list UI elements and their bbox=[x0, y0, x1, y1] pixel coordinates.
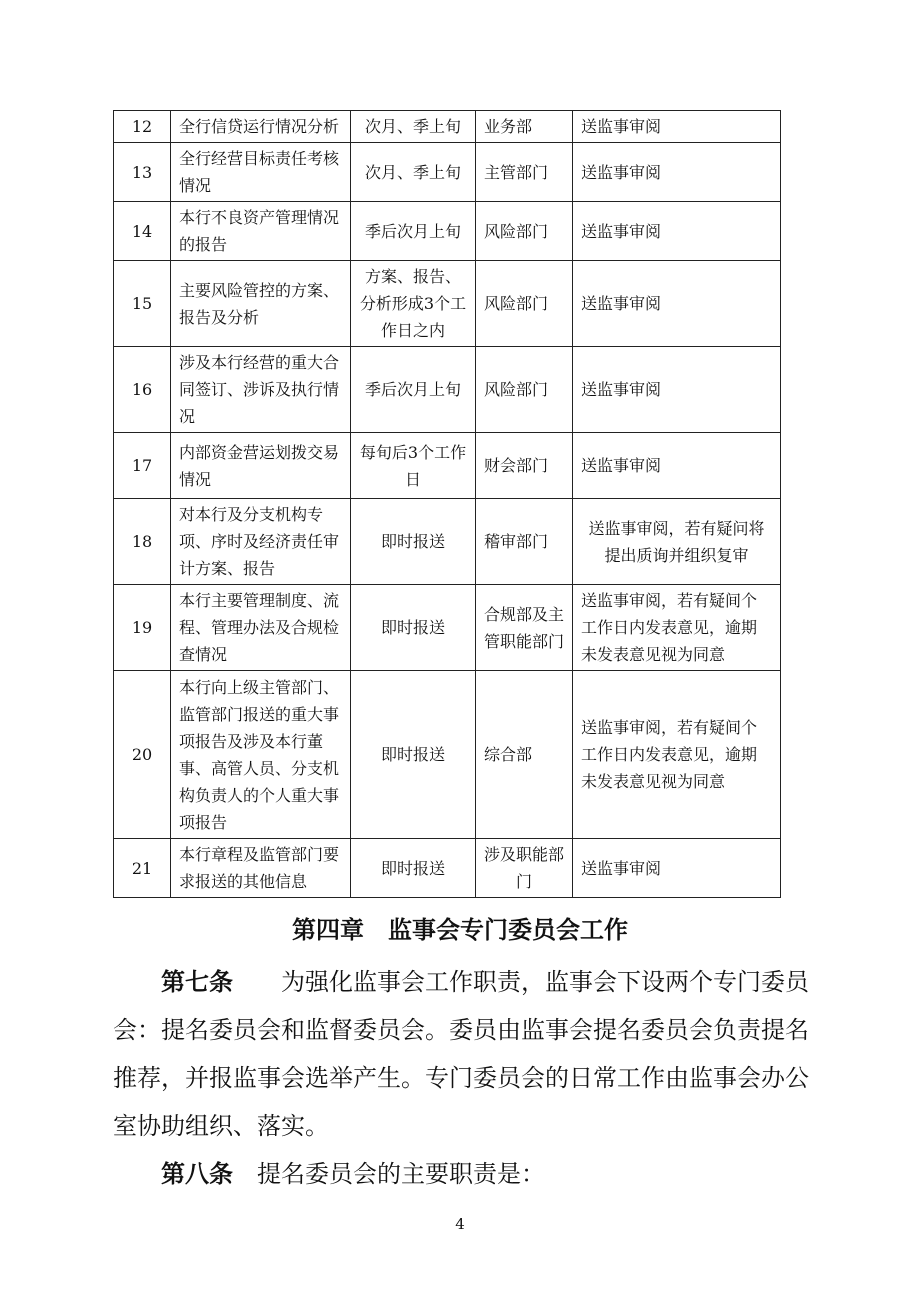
handling-action: 送监事审阅 bbox=[573, 111, 781, 143]
handling-action: 送监事审阅 bbox=[573, 839, 781, 898]
table-row bbox=[114, 111, 781, 143]
row-number: 18 bbox=[114, 499, 171, 585]
report-time: 季后次月上旬 bbox=[351, 202, 476, 261]
table-row bbox=[114, 839, 781, 898]
report-time: 即时报送 bbox=[351, 585, 476, 671]
report-item: 本行不良资产管理情况的报告 bbox=[171, 202, 351, 261]
report-time: 次月、季上旬 bbox=[351, 111, 476, 143]
report-schedule-table bbox=[113, 110, 781, 898]
table-row bbox=[114, 202, 781, 261]
handling-action: 送监事审阅，若有疑间个工作日内发表意见，逾期未发表意见视为同意 bbox=[573, 585, 781, 671]
report-time: 方案、报告、分析形成3个工作日之内 bbox=[351, 261, 476, 347]
article-7-label: 第七条 bbox=[161, 968, 233, 996]
row-number: 20 bbox=[114, 671, 171, 839]
responsible-dept: 业务部 bbox=[476, 111, 573, 143]
responsible-dept: 财会部门 bbox=[476, 433, 573, 499]
handling-action: 送监事审阅，若有疑间个工作日内发表意见，逾期未发表意见视为同意 bbox=[573, 671, 781, 839]
table-row bbox=[114, 585, 781, 671]
responsible-dept: 稽审部门 bbox=[476, 499, 573, 585]
report-item: 对本行及分支机构专项、序时及经济责任审计方案、报告 bbox=[171, 499, 351, 585]
article-8 bbox=[113, 1150, 813, 1198]
handling-action: 送监事审阅 bbox=[573, 202, 781, 261]
handling-action: 送监事审阅 bbox=[573, 143, 781, 202]
report-item: 本行章程及监管部门要求报送的其他信息 bbox=[171, 839, 351, 898]
row-number: 19 bbox=[114, 585, 171, 671]
article-8-text: 提名委员会的主要职责是： bbox=[257, 1160, 545, 1188]
table-row bbox=[114, 261, 781, 347]
handling-action: 送监事审阅 bbox=[573, 261, 781, 347]
report-item: 本行主要管理制度、流程、管理办法及合规检查情况 bbox=[171, 585, 351, 671]
chapter-title: 第四章 监事会专门委员会工作 bbox=[292, 916, 628, 944]
report-time: 季后次月上旬 bbox=[351, 347, 476, 433]
responsible-dept: 合规部及主管职能部门 bbox=[476, 585, 573, 671]
row-number: 14 bbox=[114, 202, 171, 261]
row-number: 13 bbox=[114, 143, 171, 202]
table-row bbox=[114, 499, 781, 585]
table-row bbox=[114, 671, 781, 839]
row-number: 17 bbox=[114, 433, 171, 499]
responsible-dept: 综合部 bbox=[476, 671, 573, 839]
report-item: 全行经营目标责任考核情况 bbox=[171, 143, 351, 202]
report-time: 即时报送 bbox=[351, 839, 476, 898]
table-row bbox=[114, 433, 781, 499]
report-item: 本行向上级主管部门、监管部门报送的重大事项报告及涉及本行董事、高管人员、分支机构负责人的个人重大事项报告 bbox=[171, 671, 351, 839]
report-item: 内部资金营运划拨交易情况 bbox=[171, 433, 351, 499]
handling-action: 送监事审阅 bbox=[573, 433, 781, 499]
row-number: 15 bbox=[114, 261, 171, 347]
responsible-dept: 风险部门 bbox=[476, 347, 573, 433]
responsible-dept: 涉及职能部门 bbox=[476, 839, 573, 898]
table-row bbox=[114, 143, 781, 202]
row-number: 12 bbox=[114, 111, 171, 143]
responsible-dept: 风险部门 bbox=[476, 202, 573, 261]
responsible-dept: 主管部门 bbox=[476, 143, 573, 202]
report-item: 涉及本行经营的重大合同签订、涉诉及执行情况 bbox=[171, 347, 351, 433]
row-number: 16 bbox=[114, 347, 171, 433]
article-7-text: 为强化监事会工作职责，监事会下设两个专门委员会：提名委员会和监督委员会。委员由监事会提名委员会负责提名推荐，并报监事会选举产生。专门委员会的日常工作由监事会办公室协助组织、落实。 bbox=[113, 968, 809, 1140]
handling-action: 送监事审阅，若有疑问将提出质询并组织复审 bbox=[573, 499, 781, 585]
responsible-dept: 风险部门 bbox=[476, 261, 573, 347]
report-time: 即时报送 bbox=[351, 499, 476, 585]
report-item: 主要风险管控的方案、报告及分析 bbox=[171, 261, 351, 347]
article-8-label: 第八条 bbox=[161, 1160, 233, 1188]
report-time: 每旬后3个工作日 bbox=[351, 433, 476, 499]
row-number: 21 bbox=[114, 839, 171, 898]
report-time: 次月、季上旬 bbox=[351, 143, 476, 202]
report-time: 即时报送 bbox=[351, 671, 476, 839]
table-row bbox=[114, 347, 781, 433]
handling-action: 送监事审阅 bbox=[573, 347, 781, 433]
article-7 bbox=[113, 958, 813, 1150]
page-number: 4 bbox=[455, 1215, 465, 1233]
report-item: 全行信贷运行情况分析 bbox=[171, 111, 351, 143]
